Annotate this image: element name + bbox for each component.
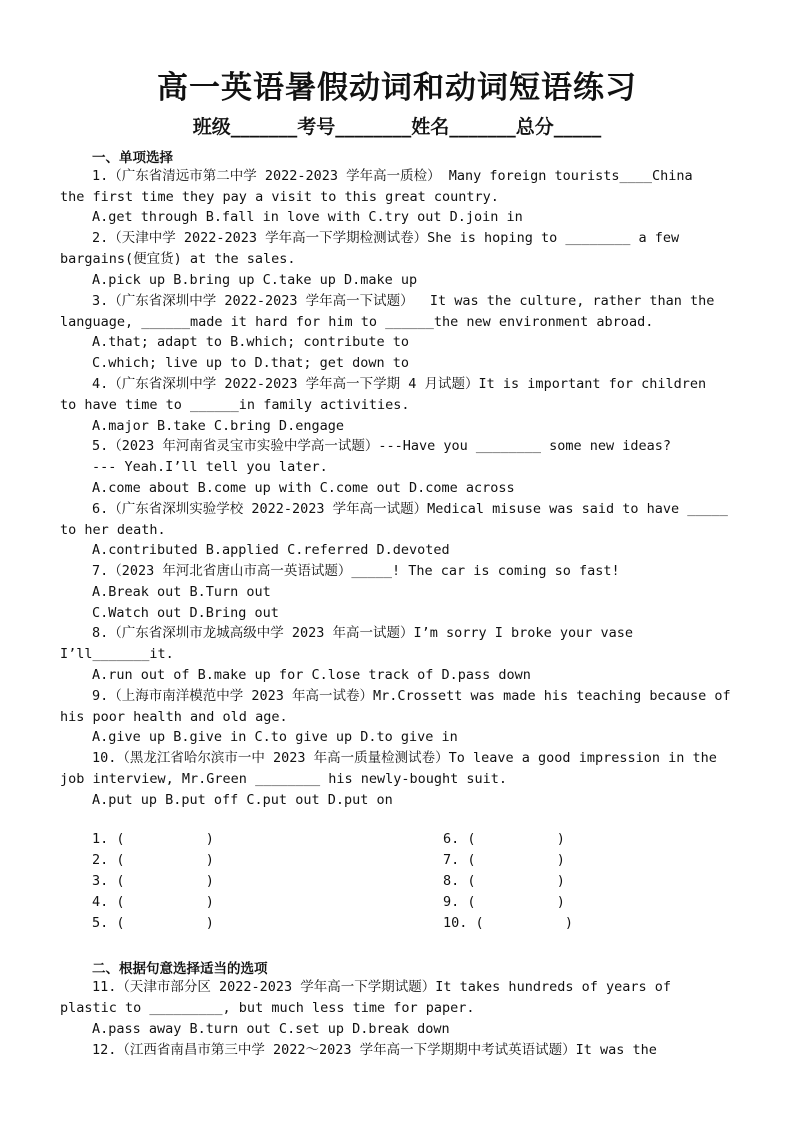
options-line: A.pick up B.bring up C.take up D.make up (92, 272, 418, 288)
options-line: A.that; adapt to B.which; contribute to (92, 334, 409, 350)
question-line: his poor health and old age. (60, 709, 288, 725)
answer-blank[interactable]: 2. ( ) (92, 852, 214, 868)
options-line: A.put up B.put off C.put out D.put on (92, 792, 393, 808)
question-line: 9.（上海市南洋模范中学 2023 年高一试卷）Mr.Crossett was made his teaching because of (92, 688, 731, 704)
options-line: C.Watch out D.Bring out (92, 605, 279, 621)
question-line: 1.（广东省清远市第二中学 2022-2023 学年高一质检） Many foreign tourists____China (92, 168, 693, 184)
question-line: 7.（2023 年河北省唐山市高一英语试题）_____! The car is coming so fast! (92, 563, 620, 579)
question-line: language, ______made it hard for him to ______the new environment abroad. (60, 314, 654, 330)
answer-blank[interactable]: 7. ( ) (443, 852, 565, 868)
question-line: I’ll_______it. (60, 646, 174, 662)
question-line: 3.（广东省深圳中学 2022-2023 学年高一下试题） It was the culture, rather than the (92, 293, 715, 309)
question-line: bargains(便宜货) at the sales. (60, 251, 296, 267)
page-title: 高一英语暑假动词和动词短语练习 (157, 70, 637, 106)
question-line: --- Yeah.I’ll tell you later. (92, 459, 328, 475)
answer-blank[interactable]: 8. ( ) (443, 873, 565, 889)
options-line: A.major B.take C.bring D.engage (92, 418, 344, 434)
section-1-heading: 一、单项选择 (92, 150, 173, 166)
question-line: 10.（黑龙江省哈尔滨市一中 2023 年高一质量检测试卷）To leave a good impression in the (92, 750, 717, 766)
question-line: 12.（江西省南昌市第三中学 2022～2023 学年高一下学期期中考试英语试题）It was the (92, 1042, 657, 1058)
options-line: A.Break out B.Turn out (92, 584, 271, 600)
answer-blank[interactable]: 9. ( ) (443, 894, 565, 910)
options-line: A.run out of B.make up for C.lose track of D.pass down (92, 667, 531, 683)
question-line: to have time to ______in family activities. (60, 397, 410, 413)
question-line: 11.（天津市部分区 2022-2023 学年高一下学期试题）It takes hundreds of years of (92, 979, 671, 995)
question-line: 2.（天津中学 2022-2023 学年高一下学期检测试卷）She is hoping to ________ a few (92, 230, 680, 246)
question-line: to her death. (60, 522, 166, 538)
answer-blank[interactable]: 10. ( ) (443, 915, 574, 931)
question-line: 8.（广东省深圳市龙城高级中学 2023 年高一试题）I’m sorry I broke your vase (92, 625, 633, 641)
answer-blank[interactable]: 3. ( ) (92, 873, 214, 889)
options-line: C.which; live up to D.that; get down to (92, 355, 409, 371)
answer-blank[interactable]: 1. ( ) (92, 831, 214, 847)
options-line: A.get through B.fall in love with C.try out D.join in (92, 209, 523, 225)
options-line: A.give up B.give in C.to give up D.to give in (92, 729, 458, 745)
answer-blank[interactable]: 6. ( ) (443, 831, 565, 847)
question-line: 4.（广东省深圳中学 2022-2023 学年高一下学期 4 月试题）It is important for children (92, 376, 707, 392)
question-line: 5.（2023 年河南省灵宝市实验中学高一试题）---Have you ________ some new ideas? (92, 438, 671, 454)
answer-blank[interactable]: 5. ( ) (92, 915, 214, 931)
options-line: A.pass away B.turn out C.set up D.break down (92, 1021, 450, 1037)
question-line: plastic to _________, but much less time for paper. (60, 1000, 475, 1016)
options-line: A.contributed B.applied C.referred D.devoted (92, 542, 450, 558)
student-info-line: 班级_______考号________姓名_______总分_____ (192, 116, 602, 138)
question-line: job interview, Mr.Green ________ his newly-bought suit. (60, 771, 508, 787)
options-line: A.come about B.come up with C.come out D.come across (92, 480, 515, 496)
section-2-heading: 二、根据句意选择适当的选项 (92, 961, 268, 977)
answer-blank[interactable]: 4. ( ) (92, 894, 214, 910)
question-line: the first time they pay a visit to this great country. (60, 189, 499, 205)
question-line: 6.（广东省深圳实验学校 2022-2023 学年高一试题）Medical misuse was said to have _____ (92, 501, 728, 517)
